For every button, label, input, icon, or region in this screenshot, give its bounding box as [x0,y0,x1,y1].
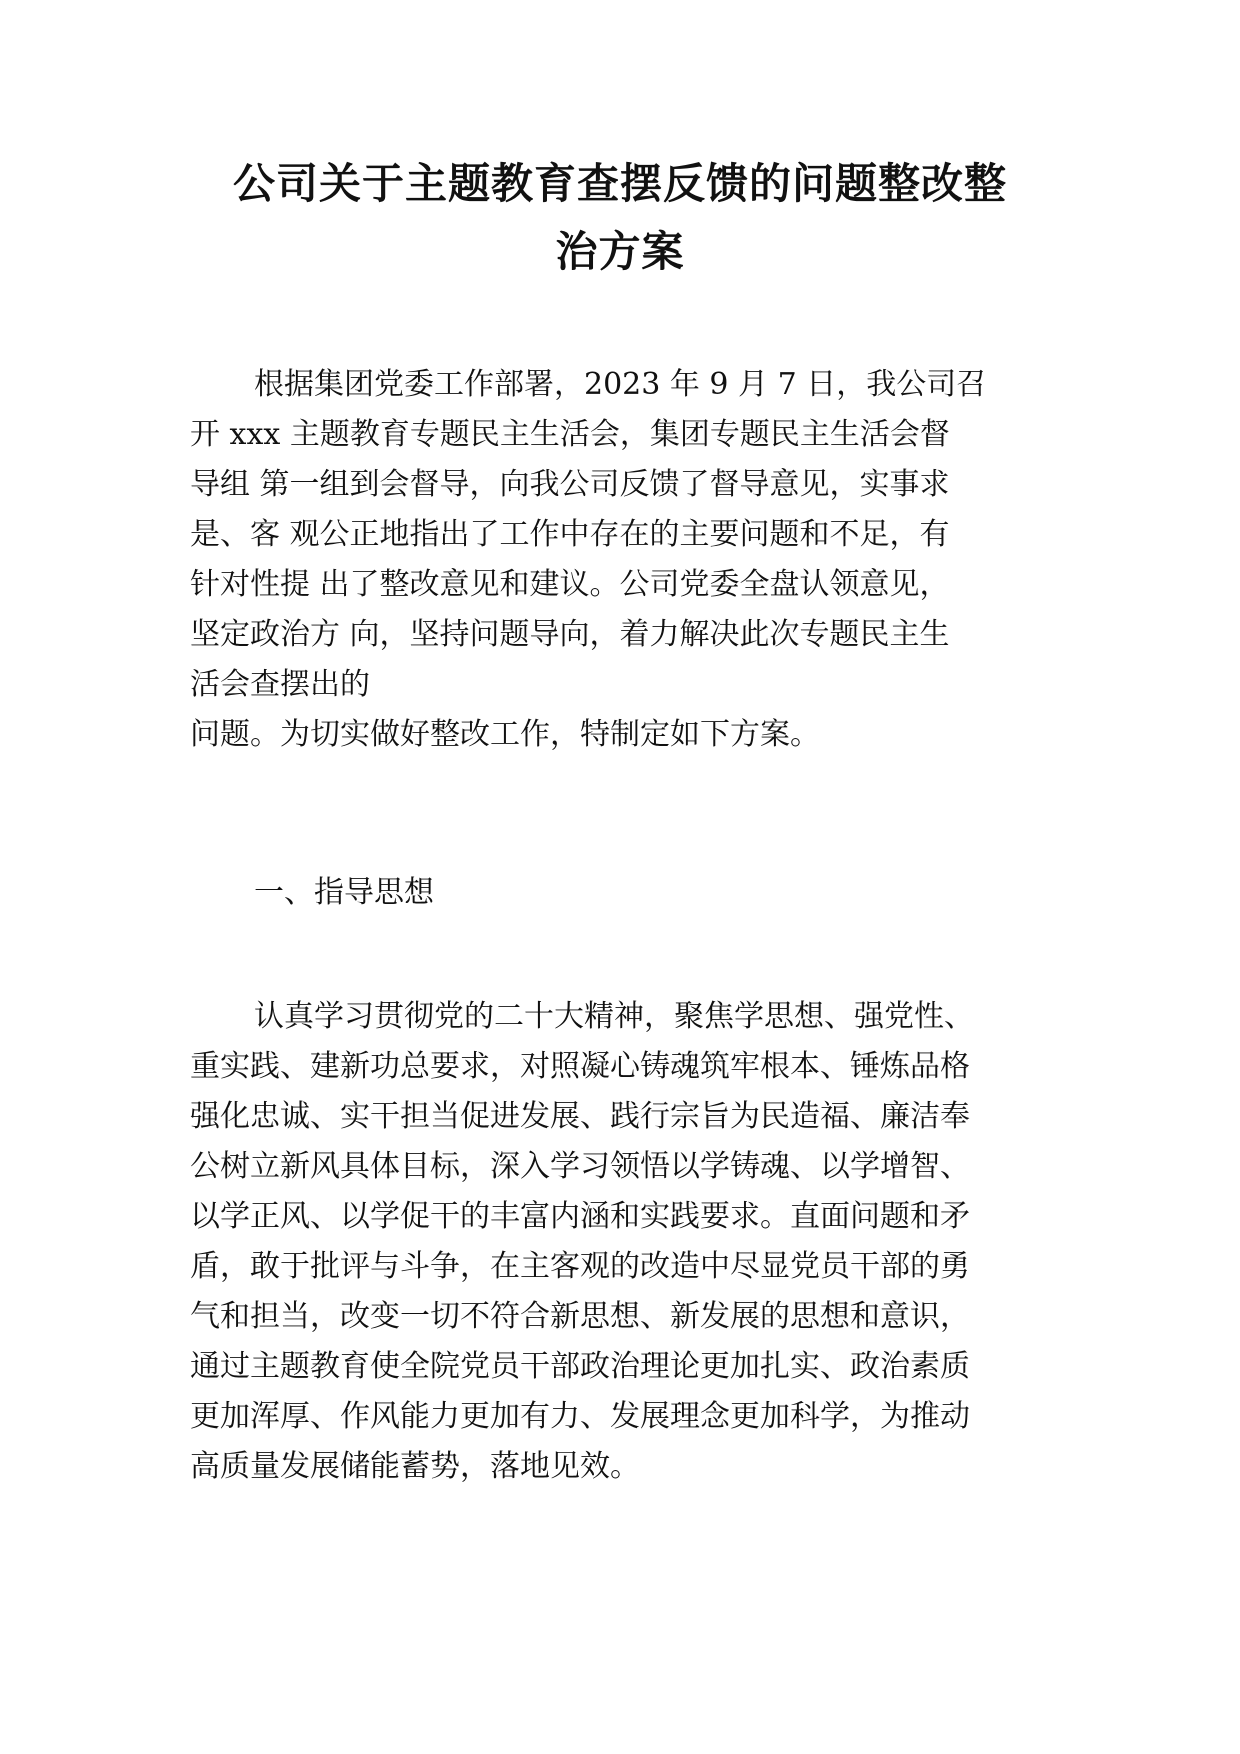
title-line: 公司关于主题教育查摆反馈的问题整改整 [232,159,1007,208]
paragraph-line: 活会查摆出的 [190,667,370,702]
paragraph-line: 气和担当，改变一切不符合新思想、新发展的思想和意识， [190,1299,970,1334]
document-title [190,150,1050,286]
paragraph-line: 以学正风、以学促干的丰富内涵和实践要求。直面问题和矛 [190,1199,970,1234]
paragraph-line: 高质量发展储能蓄势，落地见效。 [190,1449,640,1484]
paragraph-line: 公树立新风具体目标，深入学习领悟以学铸魂、以学增智、 [190,1149,970,1184]
paragraph-line: 认真学习贯彻党的二十大精神，聚焦学思想、强党性、 [254,999,974,1034]
paragraph-line: 强化忠诚、实干担当促进发展、践行宗旨为民造福、廉洁奉 [190,1099,970,1134]
paragraph-line: 更加浑厚、作风能力更加有力、发展理念更加科学，为推动 [190,1399,970,1434]
title-line: 治方案 [555,227,685,276]
paragraph-line: 通过主题教育使全院党员干部政治理论更加扎实、政治素质 [190,1349,970,1384]
paragraph-line: 导组 第一组到会督导，向我公司反馈了督导意见，实事求 [190,467,950,502]
paragraph-line: 开 xxx 主题教育专题民主生活会，集团专题民主生活会督 [190,417,950,452]
paragraph-line: 盾，敢于批评与斗争，在主客观的改造中尽显党员干部的勇 [190,1249,970,1284]
paragraph-line: 问题。为切实做好整改工作，特制定如下方案。 [190,717,820,752]
paragraph-line: 是、客 观公正地指出了工作中存在的主要问题和不足，有 [190,517,950,552]
paragraph-line: 重实践、建新功总要求，对照凝心铸魂筑牢根本、锤炼品格 [190,1049,970,1084]
intro-paragraph [190,360,1060,760]
section-heading: 一、指导思想 [254,875,434,910]
paragraph-line: 根据集团党委工作部署，2023 年 9 月 7 日，我公司召 [254,367,987,402]
paragraph-line: 坚定政治方 向，坚持问题导向，着力解决此次专题民主生 [190,617,950,652]
paragraph-line: 针对性提 出了整改意见和建议。公司党委全盘认领意见， [190,567,950,602]
section-paragraph [190,992,1060,1492]
